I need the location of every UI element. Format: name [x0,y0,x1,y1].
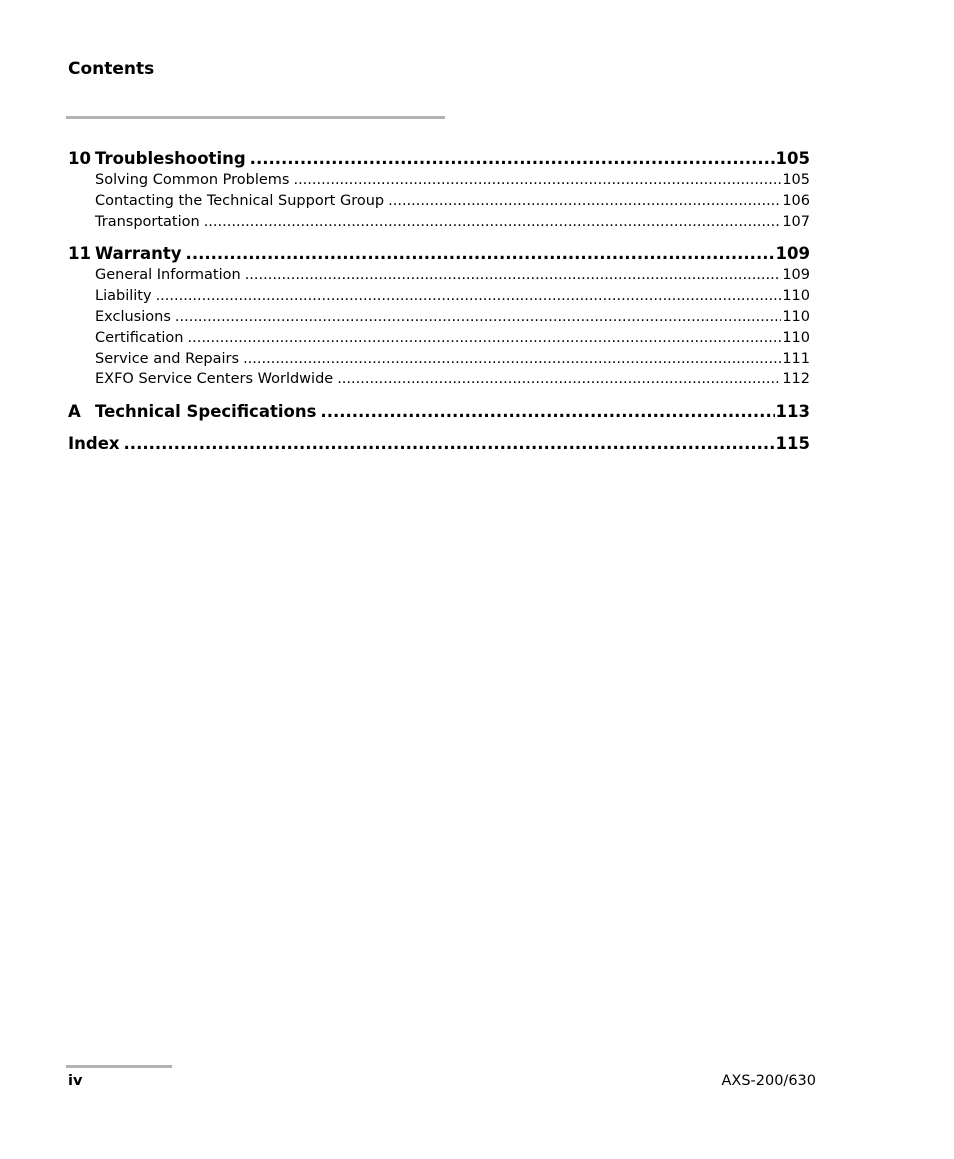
chapter-page: 109 [775,244,810,264]
chapter-title: Technical Specifications [95,402,317,422]
toc-chapter-technical-specifications[interactable] [68,400,810,423]
chapter-title: Warranty [95,244,182,264]
section-page: 110 [782,308,810,325]
header-divider [66,116,445,119]
toc-section-transportation[interactable] [68,212,810,233]
chapter-number: 10 [68,149,91,168]
dot-leader [337,369,781,390]
section-page: 112 [782,371,810,388]
chapter-page: 113 [775,402,810,422]
section-title: Liability [95,288,152,305]
chapter-page: 105 [775,149,810,168]
dot-leader [204,212,782,233]
section-title: Solving Common Problems [95,172,290,188]
section-title: Service and Repairs [95,350,240,367]
chapter-number: 11 [68,244,91,264]
dot-leader [188,328,782,349]
toc-section-exclusions[interactable] [68,307,810,328]
section-title: Contacting the Technical Support Group [95,192,385,209]
section-title: Exclusions [95,308,171,325]
page-number: iv [68,1073,83,1089]
dot-leader [320,400,774,423]
toc-chapter-index[interactable] [68,432,810,455]
toc-section-certification[interactable] [68,328,810,349]
section-title: Transportation [95,213,200,230]
section-page: 105 [782,172,810,188]
dot-leader [243,349,781,370]
section-page: 110 [782,329,810,346]
chapter-number: A [68,402,81,422]
section-page: 110 [782,288,810,305]
toc-chapter-warranty[interactable] [68,242,810,265]
dot-leader [250,147,775,170]
toc-section-solving-common-problems[interactable] [68,170,810,191]
section-page: 111 [782,350,810,367]
section-page: 107 [782,213,810,230]
chapter-title: Index [68,434,120,454]
section-title: EXFO Service Centers Worldwide [95,371,334,388]
toc-section-liability[interactable] [68,286,810,307]
dot-leader [388,191,781,212]
chapter-page: 115 [775,434,810,454]
page-title: Contents [68,59,155,79]
table-of-contents [68,147,810,455]
dot-leader [175,307,781,328]
toc-section-contacting-support[interactable] [68,191,810,212]
section-title: Certification [95,329,184,346]
footer-divider [66,1065,172,1068]
dot-leader [293,170,781,191]
section-page: 109 [782,267,810,284]
toc-section-general-information[interactable] [68,265,810,286]
dot-leader [124,432,775,455]
section-title: General Information [95,267,241,284]
toc-section-service-and-repairs[interactable] [68,349,810,370]
dot-leader [156,286,782,307]
chapter-title: Troubleshooting [95,149,246,168]
toc-section-service-centers[interactable] [68,369,810,390]
toc-chapter-troubleshooting[interactable] [68,147,810,170]
dot-leader [186,242,775,265]
dot-leader [245,265,782,286]
product-model: AXS-200/630 [721,1073,816,1089]
section-page: 106 [782,192,810,209]
